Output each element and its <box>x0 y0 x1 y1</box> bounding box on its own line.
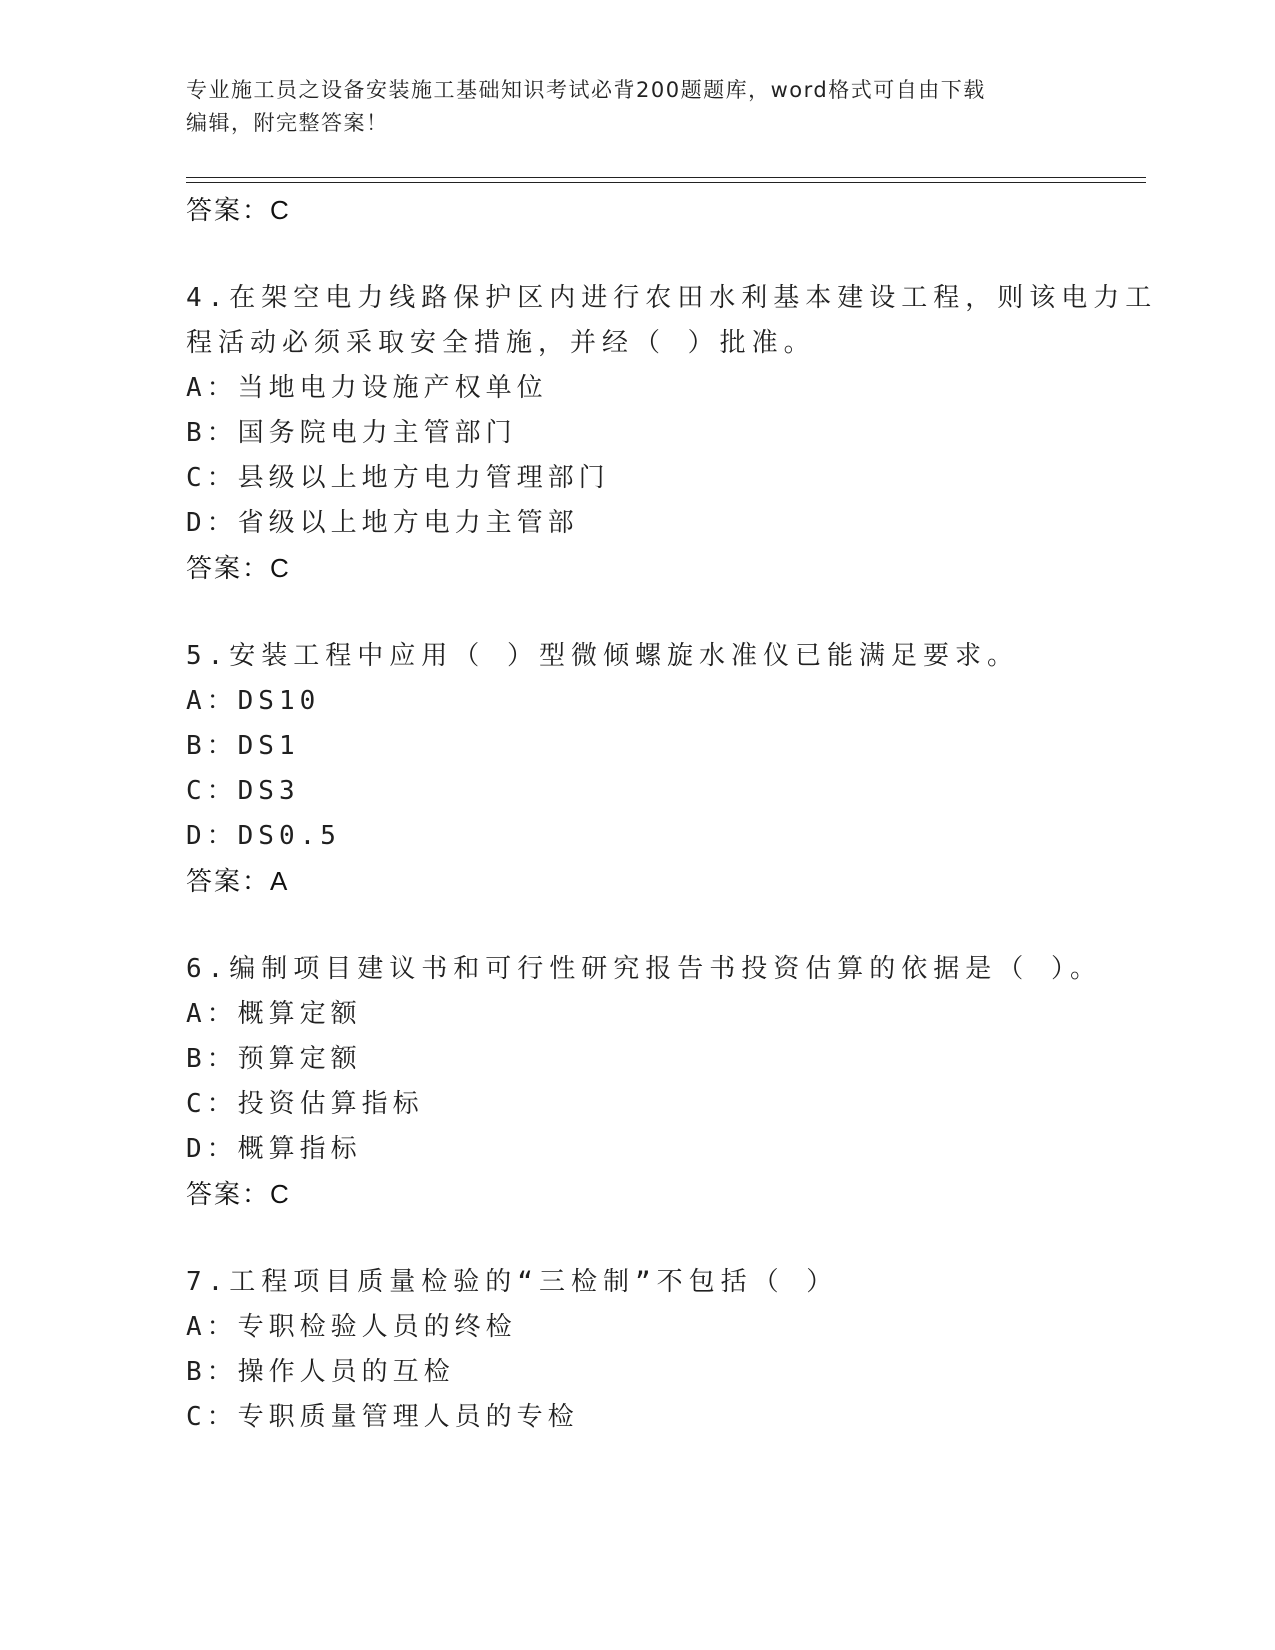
question-6-option-d: D：概算指标 <box>186 1134 362 1164</box>
spacer <box>186 904 1136 947</box>
question-5-option-c: C：DS3 <box>186 776 300 806</box>
question-4-line-1: 4.在架空电力线路保护区内进行农田水利基本建设工程，则该电力工 <box>186 283 1158 313</box>
question-5-line-1: 5.安装工程中应用（ ）型微倾螺旋水准仪已能满足要求。 <box>186 641 1019 671</box>
question-6 <box>186 947 1136 1217</box>
question-7-line-1: 7.工程项目质量检验的“三检制”不包括（ ） <box>186 1267 839 1297</box>
question-7 <box>186 1260 1136 1440</box>
question-4-option-c: C：县级以上地方电力管理部门 <box>186 463 610 493</box>
answer-q3: 答案：C <box>186 195 291 225</box>
question-6-option-b: B：预算定额 <box>186 1044 362 1074</box>
question-7-option-a: A：专职检验人员的终检 <box>186 1312 517 1342</box>
question-5-option-a: A：DS10 <box>186 686 321 716</box>
header-line-1: 专业施工员之设备安装施工基础知识考试必背200题题库，word格式可自由下载 <box>186 78 986 102</box>
question-6-option-c: C：投资估算指标 <box>186 1089 424 1119</box>
header-divider-top <box>186 177 1146 178</box>
question-5 <box>186 634 1136 904</box>
question-7-option-c: C：专职质量管理人员的专检 <box>186 1402 579 1432</box>
question-4-line-2: 程活动必须采取安全措施，并经（ ）批准。 <box>186 328 816 358</box>
question-4-option-d: D：省级以上地方电力主管部 <box>186 508 579 538</box>
question-6-option-a: A：概算定额 <box>186 999 362 1029</box>
header-divider-bottom <box>186 182 1146 183</box>
spacer <box>186 233 1136 276</box>
spacer <box>186 1217 1136 1260</box>
question-5-option-d: D：DS0.5 <box>186 821 341 851</box>
question-5-option-b: B：DS1 <box>186 731 300 761</box>
question-list <box>186 188 1158 1440</box>
question-4-option-a: A：当地电力设施产权单位 <box>186 373 548 403</box>
spacer <box>186 591 1136 634</box>
document-header <box>186 74 1066 140</box>
question-4-option-b: B：国务院电力主管部门 <box>186 418 517 448</box>
answer-q5: 答案：A <box>186 866 290 896</box>
answer-q6: 答案：C <box>186 1179 291 1209</box>
question-6-line-1: 6.编制项目建议书和可行性研究报告书投资估算的依据是（ ）。 <box>186 954 1102 984</box>
question-7-option-b: B：操作人员的互检 <box>186 1357 455 1387</box>
answer-q4: 答案：C <box>186 553 291 583</box>
question-4 <box>186 276 1158 591</box>
header-line-2: 编辑，附完整答案！ <box>186 111 389 135</box>
